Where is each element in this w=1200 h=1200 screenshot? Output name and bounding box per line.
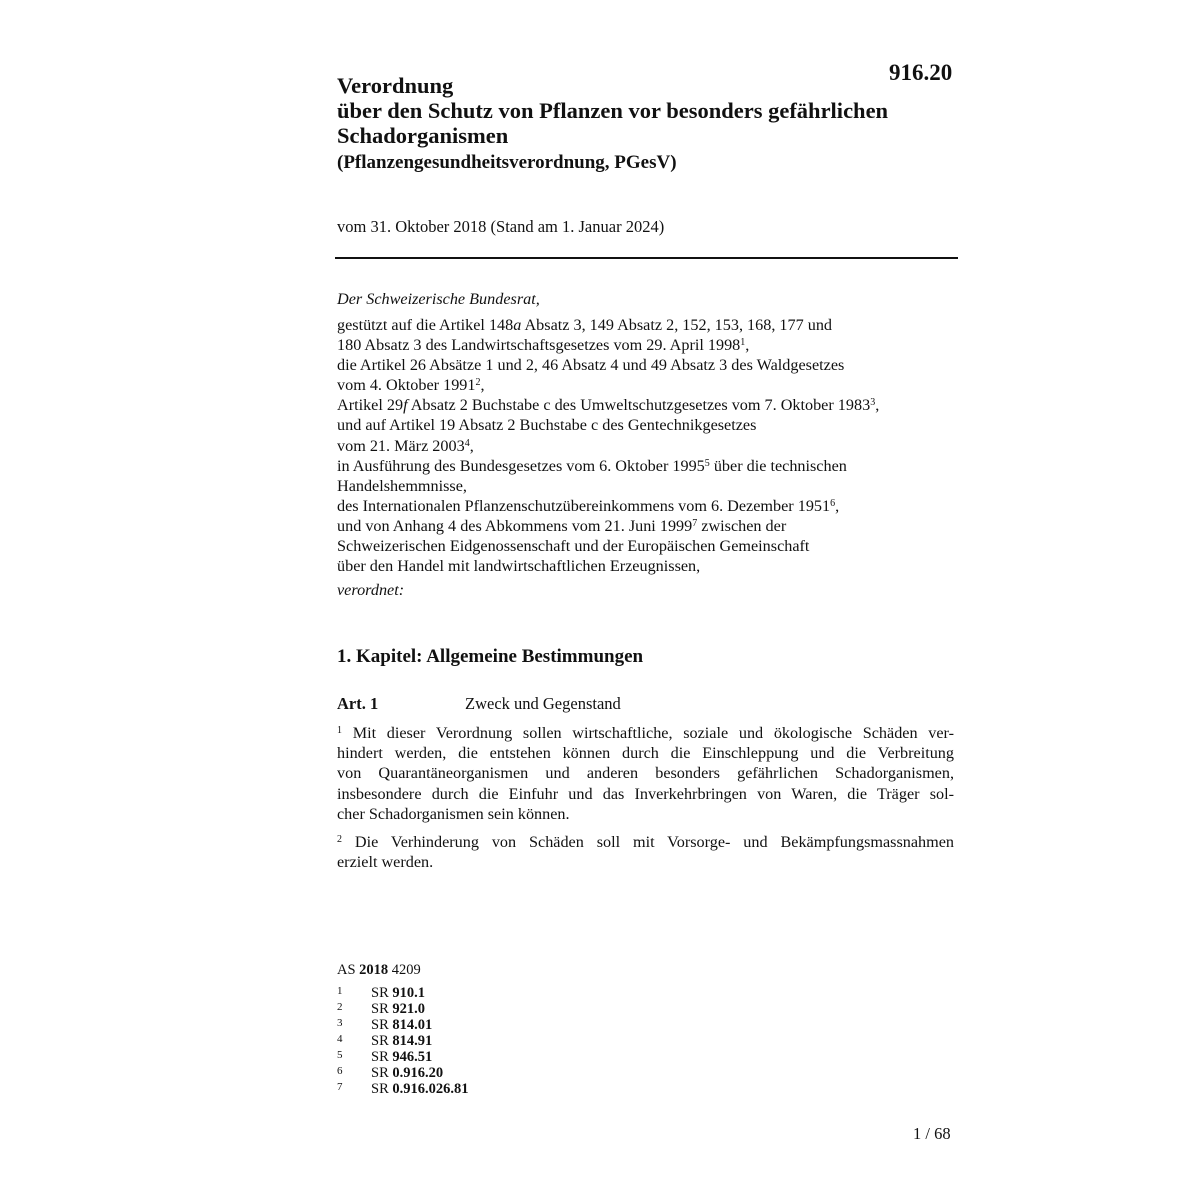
italic-letter: f xyxy=(403,396,408,415)
text-segment: des Internationalen Pflanzenschutzübereinkommens vom 6. Dezember 1951 xyxy=(337,496,831,515)
text-segment: vom 21. März 2003 xyxy=(337,436,465,455)
text-segment: , xyxy=(469,436,474,455)
article-title: Zweck und Gegenstand xyxy=(465,694,621,713)
preamble-closing: verordnet: xyxy=(337,581,405,600)
preamble xyxy=(337,289,977,600)
footnote xyxy=(337,1031,469,1047)
chapter-heading: 1. Kapitel: Allgemeine Bestimmungen xyxy=(337,646,644,667)
text-segment: und auf Artikel 19 Absatz 2 Buchstabe c des Gentechnikgesetzes xyxy=(337,416,757,435)
title-line: Schadorganismen xyxy=(337,123,509,148)
text-segment: Absatz 2 Buchstabe c des Umweltschutzgesetzes vom 7. Oktober 1983 xyxy=(407,396,871,415)
text-segment: gestützt auf die Artikel 148 xyxy=(337,316,514,334)
footnote-reference[interactable]: 5 xyxy=(704,457,710,469)
preamble-line xyxy=(337,335,977,355)
document-date: vom 31. Oktober 2018 (Stand am 1. Januar 2024) xyxy=(337,217,665,236)
footnote-reference[interactable]: 3 xyxy=(870,397,876,409)
footnote xyxy=(337,1047,469,1063)
footnote-sr-link[interactable]: 910.1 xyxy=(392,985,425,1001)
footnote-number: 5 xyxy=(337,1049,343,1061)
footnote-reference[interactable]: 4 xyxy=(464,437,470,449)
footnote-prefix: SR xyxy=(371,1049,393,1065)
text-segment: Handelshemmnisse, xyxy=(337,476,467,495)
footnote-number: 2 xyxy=(337,1001,343,1013)
preamble-line xyxy=(337,315,977,335)
footnote-sr-link[interactable]: 0.916.026.81 xyxy=(392,1081,469,1097)
paragraph-line: erzielt werden. xyxy=(337,853,434,872)
text-segment: die Artikel 26 Absätze 1 und 2, 46 Absatz 4 und 49 Absatz 3 des Waldgesetzes xyxy=(337,356,845,375)
text-segment: Schweizerischen Eidgenossenschaft und der Europäischen Gemeinschaft xyxy=(337,537,810,556)
paragraph-line: hindert werden, die entstehen können durch die Einschleppung und die Verbreitung xyxy=(337,744,954,763)
preamble-line xyxy=(337,456,977,476)
preamble-intro: Der Schweizerische Bundesrat, xyxy=(337,290,540,308)
text-segment: und von Anhang 4 des Abkommens vom 21. Juni 1999 xyxy=(337,516,693,535)
footnote-prefix: SR xyxy=(371,1001,393,1017)
footnote-prefix: SR xyxy=(371,1017,393,1033)
footnote-number: 3 xyxy=(337,1017,343,1029)
footnote-prefix: SR xyxy=(371,1033,393,1049)
title-line: über den Schutz von Pflanzen vor besonders gefährlichen xyxy=(337,98,889,123)
footnote-number: 4 xyxy=(337,1033,343,1045)
text-segment: , xyxy=(875,396,880,415)
header-divider xyxy=(335,257,958,259)
text-segment: in Ausführung des Bundesgesetzes vom 6. Oktober 1995 xyxy=(337,456,705,475)
article-number: Art. 1 xyxy=(337,694,379,713)
footnote-sr-link[interactable]: 0.916.20 xyxy=(392,1065,444,1081)
preamble-body xyxy=(337,315,977,576)
preamble-line xyxy=(337,415,977,435)
official-compilation-ref: AS 2018 4209 xyxy=(337,962,421,978)
preamble-line xyxy=(337,476,977,496)
paragraph-line: $^2$ Die Verhinderung von Schäden soll mit Vorsorge- und Bekämpfungsmassnahmen xyxy=(337,833,954,851)
paragraph-line: insbesondere durch die Einfuhr und das Inverkehrbringen von Waren, die Träger sol- xyxy=(337,784,954,803)
text-segment: über die technischen xyxy=(709,456,847,475)
paragraph-number: 1 xyxy=(337,725,342,736)
footnote-number: 7 xyxy=(337,1081,343,1093)
article-paragraph-1 xyxy=(337,723,954,824)
italic-letter: a xyxy=(513,316,522,334)
footnote xyxy=(337,999,469,1015)
text-segment: , xyxy=(835,496,840,515)
footnote-sr-link[interactable]: 814.01 xyxy=(392,1017,433,1033)
footnote-reference[interactable]: 2 xyxy=(475,377,481,389)
preamble-line xyxy=(337,556,977,576)
footnote-number: 6 xyxy=(337,1065,343,1077)
text-segment: 180 Absatz 3 des Landwirtschaftsgesetzes vom 29. April 1998 xyxy=(337,336,741,355)
paragraph-line: cher Schadorganismen sein können. xyxy=(337,804,570,823)
footnote xyxy=(337,1015,469,1031)
footnote-prefix: SR xyxy=(371,1065,393,1081)
footnote xyxy=(337,1063,469,1079)
footnote-prefix: SR xyxy=(371,1081,393,1097)
paragraph-line: von Quarantäneorganismen und anderen besonders gefährlichen Schadorganismen, xyxy=(337,764,954,783)
text-segment: vom 4. Oktober 1991 xyxy=(337,376,476,395)
footnote-sr-link[interactable]: 814.91 xyxy=(392,1033,433,1049)
footnote-sr-link[interactable]: 921.0 xyxy=(392,1001,425,1017)
page-number: 1 / 68 xyxy=(913,1124,951,1143)
preamble-line xyxy=(337,395,977,415)
footnote-reference[interactable]: 1 xyxy=(740,337,746,349)
footnote-reference[interactable]: 6 xyxy=(830,497,836,509)
footnote-reference[interactable]: 7 xyxy=(692,517,698,529)
footnotes xyxy=(337,983,469,1095)
sr-number: 916.20 xyxy=(889,60,953,85)
footnote xyxy=(337,983,469,999)
text-segment: , xyxy=(745,336,750,355)
title-line: Verordnung xyxy=(337,73,454,98)
document-short-title: (Pflanzengesundheitsverordnung, PGesV) xyxy=(337,152,677,173)
text-segment: zwischen der xyxy=(697,516,787,535)
footnote xyxy=(337,1079,469,1095)
text-segment: Artikel 29 xyxy=(337,396,404,415)
footnote-prefix: SR xyxy=(371,985,393,1001)
preamble-line xyxy=(337,355,977,375)
footnote-sr-link[interactable]: 946.51 xyxy=(392,1049,433,1065)
document-title xyxy=(337,73,977,148)
preamble-line xyxy=(337,375,977,395)
preamble-line xyxy=(337,496,977,516)
paragraph-line: $^1$ Mit dieser Verordnung sollen wirtschaftliche, soziale und ökologische Schäden ver- xyxy=(337,724,954,742)
preamble-line xyxy=(337,436,977,456)
preamble-line xyxy=(337,536,977,556)
text-segment: über den Handel mit landwirtschaftlichen Erzeugnissen, xyxy=(337,557,701,576)
footnote-number: 1 xyxy=(337,985,343,997)
text-segment: , xyxy=(480,376,485,395)
text-segment: Absatz 3, 149 Absatz 2, 152, 153, 168, 177 und xyxy=(521,316,833,334)
preamble-line xyxy=(337,516,977,536)
paragraph-number: 2 xyxy=(337,834,342,845)
article-paragraph-2 xyxy=(337,832,954,872)
